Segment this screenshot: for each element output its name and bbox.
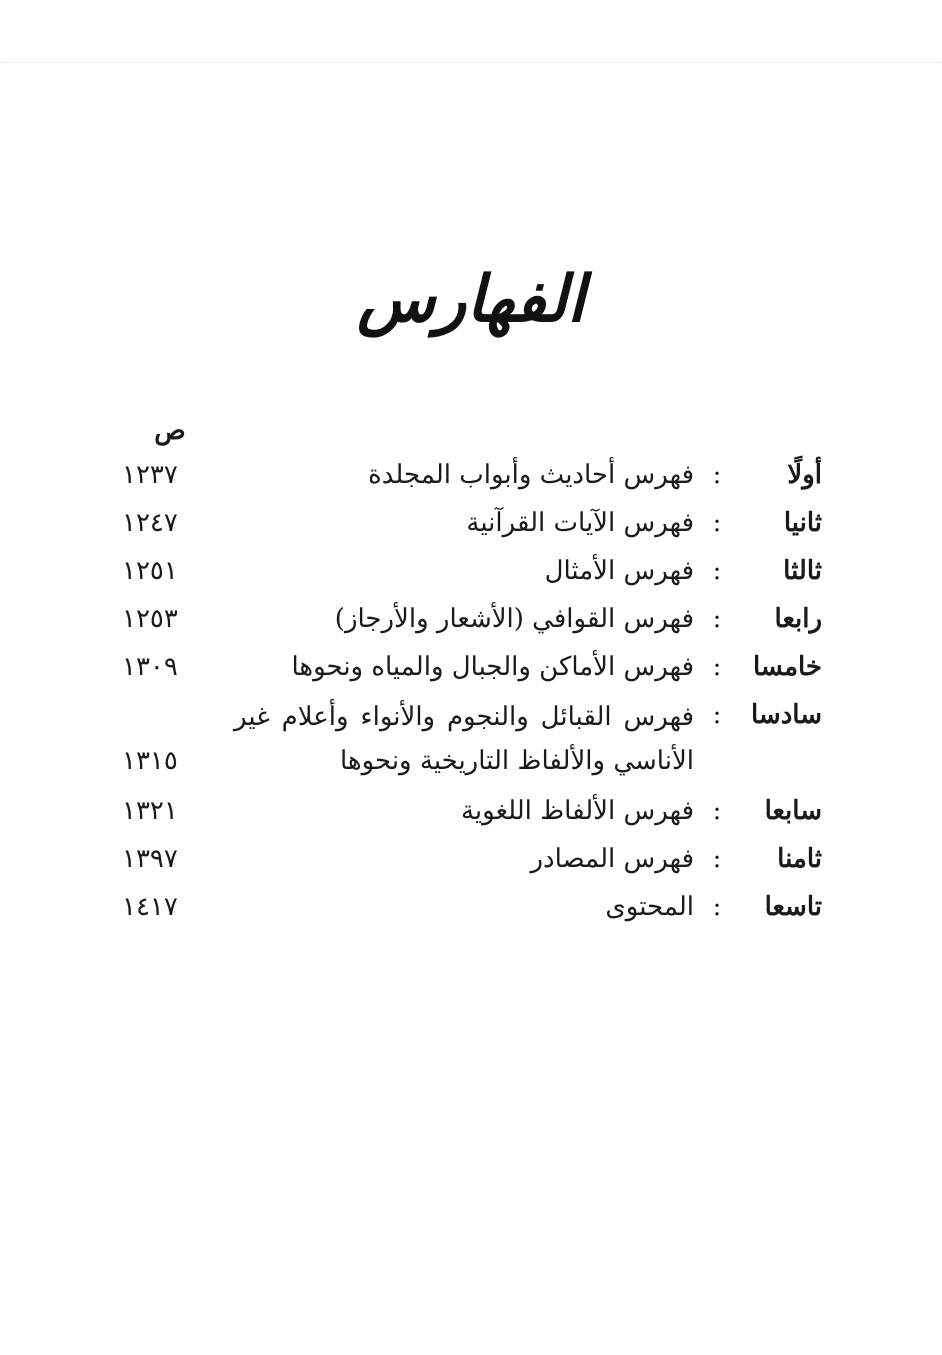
- toc-label: خامسا: [752, 652, 822, 682]
- toc-separator: :: [712, 604, 722, 634]
- toc-entry-text: فهرس أحاديث وأبواب المجلدة: [368, 460, 694, 490]
- toc-label: أولًا: [787, 460, 822, 490]
- toc-label: ثانيا: [783, 508, 822, 538]
- toc-label: ثامنا: [777, 844, 822, 874]
- toc-page-number: ١٢٥٣: [122, 604, 178, 634]
- toc-page-number: ١٣١٥: [122, 746, 178, 776]
- toc-page-number: ١٤١٧: [122, 892, 178, 922]
- toc-row: [122, 455, 822, 503]
- toc-separator: :: [712, 796, 722, 826]
- toc-row: [122, 599, 822, 647]
- toc-page-number: ١٣٠٩: [122, 652, 178, 682]
- toc-page-number: ١٢٥١: [122, 556, 178, 586]
- toc-entry-text: المحتوى: [605, 892, 694, 922]
- toc-separator: :: [712, 844, 722, 874]
- toc-entry-text: فهرس القوافي (الأشعار والأرجاز): [334, 604, 694, 634]
- toc-label: تاسعا: [764, 892, 822, 922]
- scan-edge-line: [0, 62, 942, 64]
- table-of-contents: [122, 455, 822, 935]
- toc-page-number: ١٣٩٧: [122, 844, 178, 874]
- toc-row: [122, 791, 822, 839]
- toc-separator: :: [712, 700, 722, 730]
- toc-row: [122, 551, 822, 599]
- toc-entry-text: فهرس الآيات القرآنية: [466, 508, 694, 538]
- toc-separator: :: [712, 460, 722, 490]
- page-column-header: ص: [154, 416, 186, 446]
- toc-page-number: ١٢٤٧: [122, 508, 178, 538]
- toc-entry-text: فهرس الأمثال: [544, 556, 694, 586]
- toc-page-number: ١٢٣٧: [122, 460, 178, 490]
- toc-separator: :: [712, 892, 722, 922]
- toc-row: [122, 695, 822, 791]
- toc-label: رابعا: [774, 604, 822, 634]
- toc-page-number: ١٣٢١: [122, 796, 178, 826]
- toc-label: سادسا: [751, 700, 822, 730]
- toc-entry-text: فهرس المصادر: [530, 844, 694, 874]
- toc-label: سابعا: [764, 796, 822, 826]
- toc-separator: :: [712, 556, 722, 586]
- toc-row: [122, 887, 822, 935]
- toc-entry-text: فهرس الأماكن والجبال والمياه ونحوها: [291, 652, 694, 682]
- toc-entry-text: فهرس القبائل والنجوم والأنواء وأعلام غير الأناسي والألفاظ التاريخية ونحوها: [234, 702, 694, 776]
- toc-row: [122, 503, 822, 551]
- toc-row: [122, 839, 822, 887]
- toc-separator: :: [712, 508, 722, 538]
- toc-row: [122, 647, 822, 695]
- toc-label: ثالثا: [783, 556, 822, 586]
- toc-separator: :: [712, 652, 722, 682]
- page-title: الفهارس: [357, 262, 585, 337]
- toc-entry-text: فهرس الألفاظ اللغوية: [460, 796, 694, 826]
